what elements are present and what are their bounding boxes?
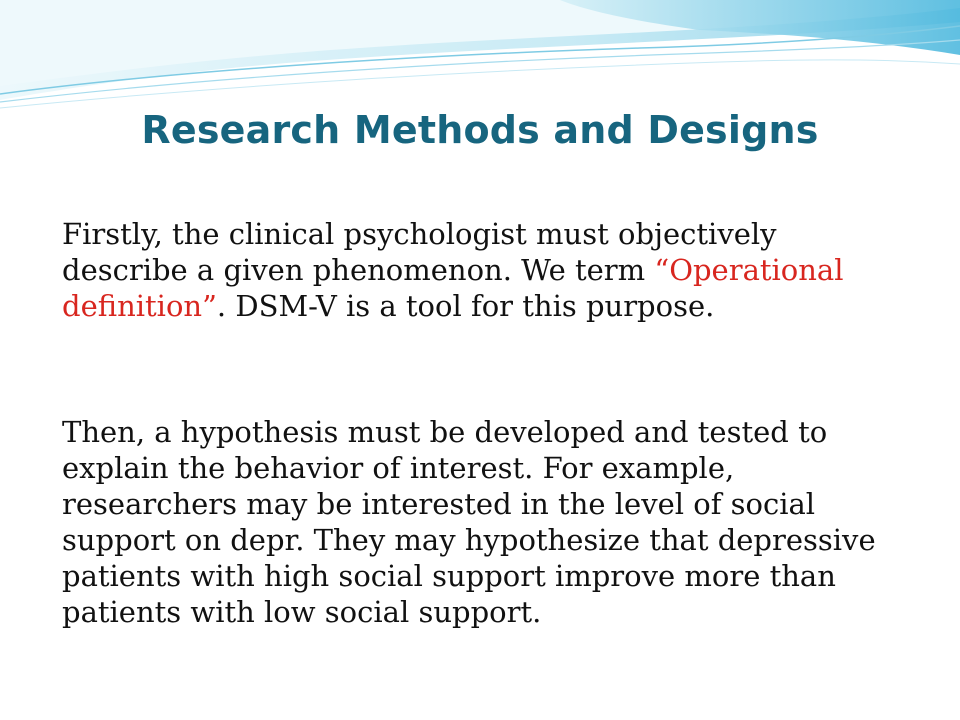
paragraph-1-text-before: Firstly, the clinical psychologist must objectively describe a given phenomenon. We term	[62, 217, 777, 287]
slide-title: Research Methods and Designs	[141, 108, 819, 152]
paragraph-1-text-after: . DSM-V is a tool for this purpose.	[216, 289, 715, 323]
paragraph-operational-definition	[62, 216, 902, 324]
paragraph-hypothesis: Then, a hypothesis must be developed and tested to explain the behavior of interest. For example, researchers may be interested in the level of social support on depr. They may hypothesize that depressive patients with high social support improve more than patients with low social support.	[62, 415, 876, 629]
highlight-operational-definition: “Operational definition”	[62, 253, 844, 323]
